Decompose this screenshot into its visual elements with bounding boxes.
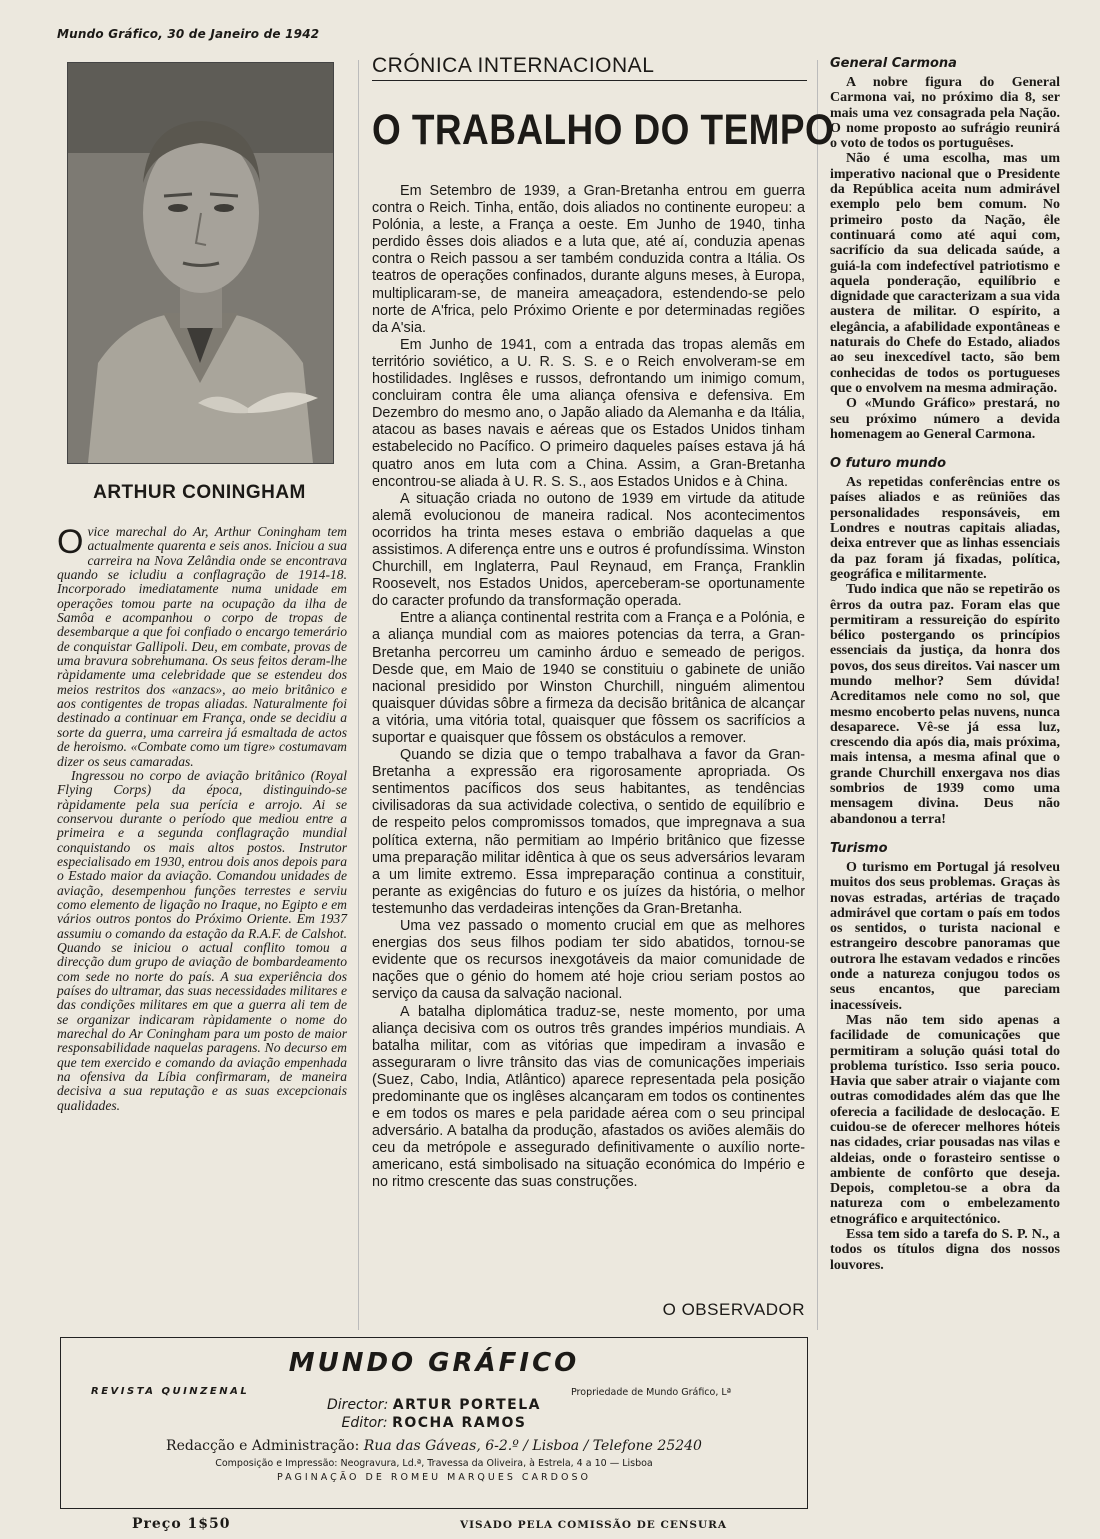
admin-address: Rua das Gáveas, 6-2.º / Lisboa / Telefone 25240 <box>363 1438 702 1454</box>
article-signature: O OBSERVADOR <box>662 1300 805 1319</box>
bio-text-first: vice marechal do Ar, Arthur Coningham tem actualmente quarenta e seis anos. Iniciou a sua carreira na Nova Zelândia onde se encontrava quando se icludiu a conflagração de 1914-18. Incorporado imediatamente numa unidade em operações tomou parte na ocupação da ilha de Samôa e acompanhou o corpo de tropas de desembarque a que foi confiado o encargo temerário de conquistar Gallipoli. Deu, em combate, provas de uma bravura sobrehumana. Os seus feitos deram-lhe ràpidamente uma celebridade que se estendeu dos meios restritos dos «anzacs», ao meio britânico e aos contigentes de tropas aliadas. Naturalmente foi destinado a continuar em França, onde se decidiu a sorte da guerra, uma carreira já esmaltada de actos de heroismo. «Combate como um tigre» costumavam dizer os seus camaradas. <box>57 524 347 769</box>
admin-label: Redacção e Administração: <box>166 1438 360 1454</box>
biography-text <box>57 525 347 1113</box>
masthead-title: MUNDO GRÁFICO <box>288 1348 580 1378</box>
pagination-line: PAGINAÇÃO DE ROMEU MARQUES CARDOSO <box>277 1472 591 1483</box>
note-paragraph: As repetidas conferências entre os países aliados e as reüniões das personalidades responsáveis, em Londres e noutras capitais aliadas, deixa entrever que as linhas essenciais da paz foram já fixadas, política, geográfica e militarmente. <box>830 475 1060 582</box>
admin-line <box>61 1438 807 1454</box>
composition-line: Composição e Impressão: Neogravura, Ld.ª, Travessa da Oliveira, à Estrela, 4 a 10 — Lisboa <box>215 1458 653 1469</box>
article-body <box>372 183 805 1192</box>
note-futuro-mundo <box>830 456 1060 827</box>
masthead-box <box>60 1337 808 1509</box>
portrait-caption: ARTHUR CONINGHAM <box>93 482 306 503</box>
director-line <box>61 1396 807 1414</box>
article-paragraph: Em Junho de 1941, com a entrada das tropas alemãs em território soviético, a U. R. S. S. e o Reich envolveram-se em hostilidades. Inglêses e russos, defrontando um inimigo comum, concluiram contra êle uma aliança ofensiva e defensiva. Em Dezembro do mesmo ano, o Japão aliado da Alemanha e da Itália, atacou as bases navais e aéreas que os Estados Unidos tinham estabelecido no Pacífico. O primeiro daqueles países estava já há quatro anos em luta com a China. Assim, a Gran-Bretanha encontrou-se aliada à U. R. S. S., aos Estados Unidos e à China. <box>372 336 805 490</box>
note-paragraph: Tudo indica que não se repetirão os êrros da outra paz. Foram elas que permitiram a ressureição do espírito bélico postergando os princípios essenciais da justiça, da honra dos povos, dos seus direitos. Vai nascer um mundo melhor? Sem dúvida! Acreditamos nele como no sol, que mesmo encoberto pelas nuvens, nunca desaparece. Vê-se já essa luz, crescendo dia após dia, mais próxima, mais intensa, a mesma afinal que o grande Churchill enxergava nos dias sombrios de 1939 como uma mensagem divina. Deus não abandonou a terra! <box>830 582 1060 827</box>
portrait-photo <box>67 62 334 464</box>
price-label: Preço 1$50 <box>132 1516 231 1532</box>
article-paragraph: Entre a aliança continental restrita com a França e a Polónia, e a aliança mundial com as maiores potencias da terra, a Gran-Bretanha percorreu um caminho árduo e semeado de perigos. Desde que, em Maio de 1940 se constituiu o gabinete de união nacional presidido por Winston Churchill, ninguém alimentou quaisquer dúvidas sôbre a firmeza da decisão britânica de alcançar a vitória, uma vitória total, quaisquer que fôssem os sacrifícios a suportar e quaisquer que fôssem os obstáculos a remover. <box>372 610 805 746</box>
article-paragraph: Em Setembro de 1939, a Gran-Bretanha entrou em guerra contra o Reich. Tinha, então, dois aliados no continente europeu: a Polónia, a leste, a França a oeste. Em Junho de 1940, tinha perdido êsses dois aliados e a luta que, até aí, conduzia apenas contra o Reich passou a ser também conduzida contra a Itália. Os teatros de operações confinados, durante alguns meses, à Europa, multiplicaram-se, de maneira ameaçadora, estendendo-se pelo norte de A'frica, pelo Próximo Oriente e por determinadas regiões da A'sia. <box>372 183 805 336</box>
sidebar-notes <box>830 56 1060 1287</box>
note-general-carmona <box>830 56 1060 442</box>
bio-paragraph <box>57 525 347 769</box>
director-label: Director: <box>327 1397 389 1413</box>
article-paragraph: A situação criada no outono de 1939 em virtude da atitude alemã evolucionou de maneira radical. Nos acontecimentos ocorridos ha trinta meses estava o embrião daquelas a que assistimos. A diferença entre uns e outros é profundíssima. Winston Churchill, em Inglaterra, Paul Reynaud, em França, Franklin Roosevelt, nos Estados Unidos, aperceberam-se oportunamente do caracter profundo da transformação operada. <box>372 490 805 610</box>
note-text <box>830 75 1060 442</box>
article-paragraph: A batalha diplomática traduz-se, neste momento, por uma aliança decisiva com os outros três grandes impérios mundiais. A batalha militar, com as vitórias que impediram a invasão e asseguraram o livre trânsito das vias de comunicações imperiais (Suez, Cabo, India, Atlântico) aparece representada pela posição predominante que os inglêses alcançaram em todos os continentes e em todos os mares e pela paridade aérea com o seu principal adversário. A batalha da produção, afastados os aviões alemãis do ceu da metrópole e assegurado definitivamente o auxílio norte-americano, está simbolisado na situação económica do Império e no ritmo crescente das suas construções. <box>372 1003 805 1191</box>
editor-line <box>61 1414 807 1432</box>
article-headline: O TRABALHO DO TEMPO <box>372 106 835 154</box>
kicker-rule <box>372 80 807 81</box>
censor-note: VISADO PELA COMISSÃO DE CENSURA <box>460 1519 728 1531</box>
note-text <box>830 475 1060 827</box>
section-kicker: CRÓNICA INTERNACIONAL <box>372 54 655 77</box>
note-paragraph: A nobre figura do General Carmona vai, no próximo dia 8, ser mais uma vez consagrada pela Nação. O nome proposto ao sufrágio reunirá o voto de todos os portuguêses. <box>830 75 1060 152</box>
editor-name: ROCHA RAMOS <box>392 1415 527 1431</box>
dropcap: O <box>57 523 84 561</box>
masthead-subtitle: REVISTA QUINZENAL <box>91 1386 250 1397</box>
director-name: ARTUR PORTELA <box>392 1397 541 1413</box>
masthead-property: Propriedade de Mundo Gráfico, Lª <box>571 1387 732 1398</box>
editor-label: Editor: <box>341 1415 388 1431</box>
note-paragraph: O turismo em Portugal já resolveu muitos dos seus problemas. Graças às novas estradas, artérias de traçado admirável que cortam o país em todos os sentidos, o turista nacional e estrangeiro descobre panoramas que outrora lhe estavam vedados e rincões onde a natureza conjugou todos os seus encantos, que pareciam inacessíveis. <box>830 859 1060 1013</box>
masthead-staff <box>61 1396 807 1432</box>
note-paragraph: O «Mundo Gráfico» prestará, no seu próximo número a devida homenagem ao General Carmona. <box>830 396 1060 442</box>
note-paragraph: Essa tem sido a tarefa do S. P. N., a todos os títulos digna dos nossos louvores. <box>830 1227 1060 1273</box>
note-turismo <box>830 841 1060 1273</box>
note-title: Turismo <box>830 840 888 856</box>
bio-paragraph: Ingressou no corpo de aviação britânico (Royal Flying Corps) da época, distinguindo-se ràpidamente pela sua perícia e arrojo. Ai se conservou durante o período que mediou entre a primeira e a segunda conflagração mundial conquistando os mais altos postos. Instrutor especialisado em 1930, entrou dois anos depois para o Estado maior da aviação. Comandou unidades de aviação, desempenhou funções terrestes e serviu como elemento de ligação no Iraque, no Egipto e em vários outros pontos do Próximo Oriente. Em 1937 assumiu o comando da estação da R.A.F. de Calshot. Quando se iniciou o actual conflito tomou a direcção dum grupo de aviação de bombardeamento com sede no norte do país. A sua experiência dos países do ultramar, das suas necessidades militares e das condições militares em que a guerra ali tem de se organizar indicaram ràpidamente o nome do marechal do Ar Coningham para um posto de maior responsabilidade naquelas paragens. No decurso em que tem exercido e comando da aviação empenhada na ofensiva da Líbia confirmaram, de maneira decisiva a sua reputação e as suas excepcionais qualidades. <box>57 767 347 1113</box>
column-divider <box>817 60 818 1330</box>
article-paragraph: Quando se dizia que o tempo trabalhava a favor da Gran-Bretanha a expressão era rigorosamente apropriada. Os sentimentos pacíficos dos seus habitantes, as tendências civilisadoras da sua actividade colectiva, o sentido de equilíbrio e de respeito pelos compromissos tomados, que impregnava a sua política externa, não permitiam ao Império britânico que fizesse uma preparação militar idêntica à que os seus adversários levaram a um limite extremo. Essa impreparação continua a constituir, perante as exigências do futuro e os juízes da história, o melhor testemunho das verdadeiras intenções da Gran-Bretanha. <box>372 747 805 917</box>
note-title: O futuro mundo <box>830 456 947 472</box>
issue-date-line: Mundo Gráfico, 30 de Janeiro de 1942 <box>57 27 320 41</box>
note-text <box>830 860 1060 1273</box>
note-paragraph: Não é uma escolha, mas um imperativo nacional que o Presidente da República aceita num admirável exemplo pelo bem comum. No primeiro posto da Nação, êle continuará como até aqui com, sacrifício da sua delicada saúde, a guiá-la com indefectível patriotismo e aquela ponderação, equilíbrio e dignidade que caracterizam a sua vida austera de militar. O espírito, a elegância, a afabilidade expontâneas e naturais do Chefe do Estado, aliados ao seu inexcedível tacto, são bem conhecidas de todos os portugueses que o envolvem na mesma admiração. <box>830 151 1060 396</box>
note-title: General Carmona <box>830 56 957 71</box>
note-paragraph: Mas não tem sido apenas a facilidade de comunicações que permitiram a solução quási total do problema turístico. Isso seria pouco. Havia que saber atrair o viajante com outras comodidades além das que lhe oferecia a facilidade de deslocação. E cuidou-se de oferecer melhores hóteis nas cidades, criar pousadas nas vilas e aldeias, onde o forasteiro sentisse o ambiente de confôrto que deseja. Depois, completou-se a obra da natureza com o embelezamento etnográfico e arquitectónico. <box>830 1012 1060 1227</box>
column-divider <box>358 60 359 1330</box>
article-paragraph: Uma vez passado o momento crucial em que as melhores energias dos seus filhos podiam ter sido abatidos, tornou-se evidente que os recursos inexgotáveis da maior comunidade de nações que o génio do homem até hoje criou seriam postos ao serviço da causa da salvação nacional. <box>372 918 805 1003</box>
